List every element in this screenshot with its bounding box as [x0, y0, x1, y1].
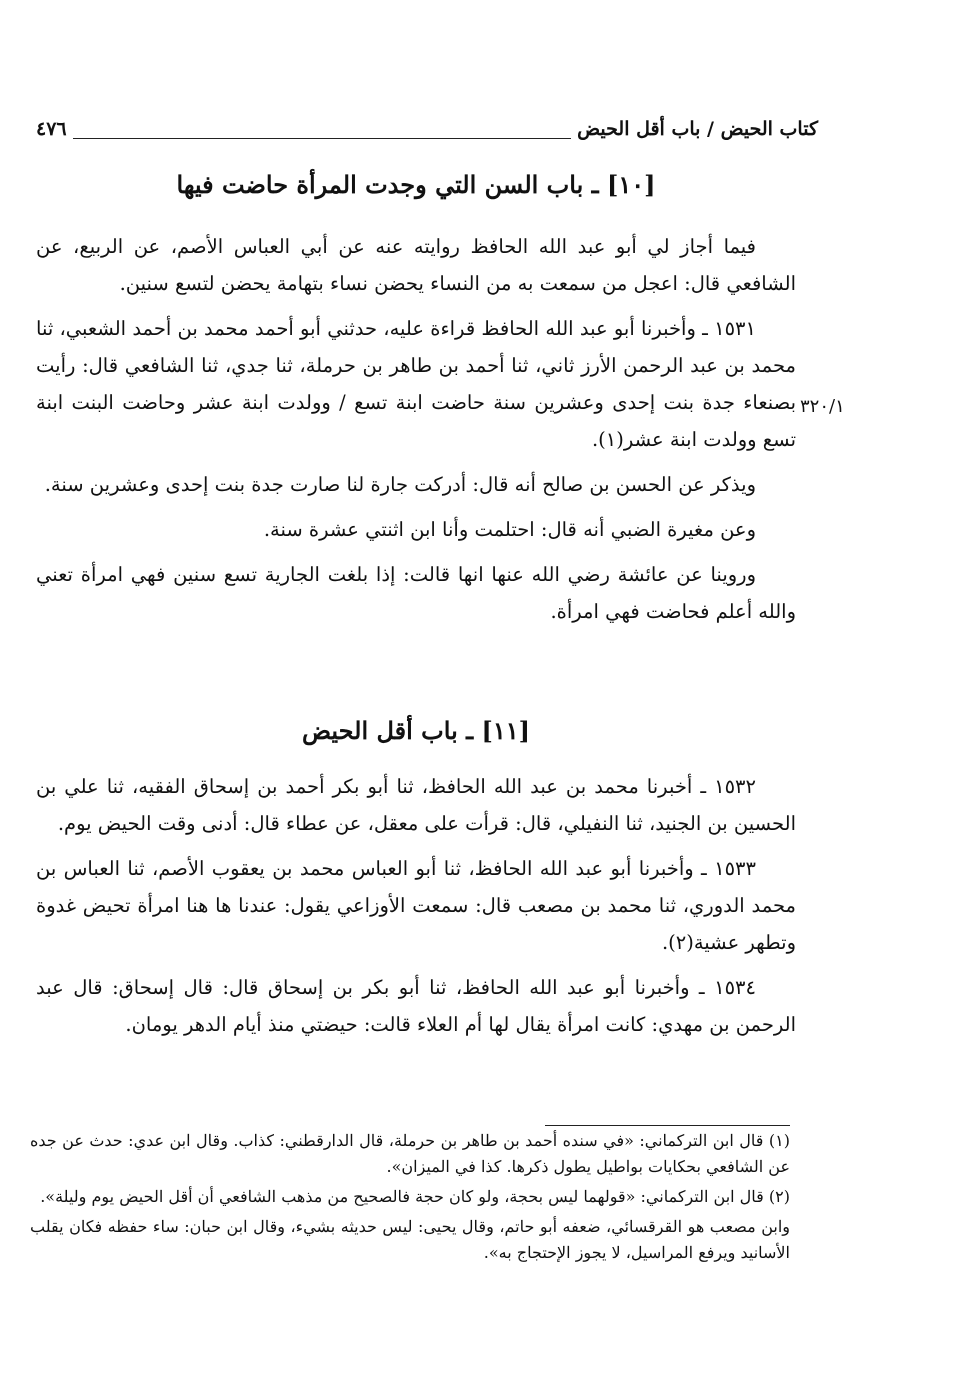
running-header: [36, 118, 818, 146]
section-body: [36, 768, 796, 1051]
section-heading: [١٠] ـ باب السن التي وجدت المرأة حاضت فيها: [176, 170, 656, 199]
footnote: (١) قال ابن التركماني: «في سنده أحمد بن طاهر بن حرملة، قال الدارقطني: كذاب. وقال ابن عدي: حدث عن جده عن الشافعي بحكايات بواطيل يطول ذكرها. كذا في الميزان».: [30, 1131, 791, 1176]
page-number: ٤٧٦: [36, 118, 73, 140]
paragraph: وعن مغيرة الضبي أنه قال: احتلمت وأنا ابن اثنتي عشرة سنة.: [263, 518, 756, 541]
footnote-separator: [545, 1125, 790, 1126]
margin-reference: ٣٢٠/١: [800, 396, 845, 417]
paragraph: ١٥٣٤ ـ وأخبرنا أبو عبد الله الحافظ، ثنا أبو بكر بن إسحاق قال: قال إسحاق: قال عبد الرحمن بن مهدي: كانت امرأة يقال لها أم العلاء قالت: حيضتي منذ أيام الدهر يومان.: [36, 976, 796, 1036]
paragraph: ١٥٣٢ ـ أخبرنا محمد بن عبد الله الحافظ، ثنا أبو بكر أحمد بن إسحاق الفقيه، ثنا علي بن الحسين بن الجنيد، ثنا النفيلي، قال: قرأت على معقل، عن عطاء قال: أدنى وقت الحيض يوم.: [36, 775, 796, 835]
header-title: كتاب الحيض / باب أقل الحيض: [571, 118, 818, 140]
section-heading: [١١] ـ باب أقل الحيض: [302, 716, 530, 745]
section-body: [36, 228, 796, 638]
paragraph: ١٥٣٣ ـ وأخبرنا أبو عبد الله الحافظ، ثنا أبو العباس محمد بن يعقوب الأصم، ثنا العباس بن محمد الدوري، ثنا محمد بن مصعب قال: سمعت الأوزاعي يقول: عندنا ها هنا امرأة تحيض غدوة وتطهر عشية(٢).: [36, 857, 796, 954]
footnotes: [30, 1128, 790, 1270]
footnote: وابن مصعب هو القرقسائي، ضعفه أبو حاتم، وقال يحيى: ليس حديثه بشيء، وقال ابن حبان: ساء حفظه فكان يقلب الأسانيد ويرفع المراسيل، لا يجوز الإحتجاج به».: [30, 1217, 790, 1262]
paragraph: ويذكر عن الحسن بن صالح أنه قال: أدركت جارة لنا صارت جدة بنت إحدى وعشرين سنة.: [44, 473, 756, 496]
paragraph: ١٥٣١ ـ وأخبرنا أبو عبد الله الحافظ قراءة عليه، حدثني أبو أحمد محمد بن أحمد الشعبي، ثنا محمد بن عبد الرحمن الأرز ثاني، ثنا أحمد بن طاهر بن حرملة، ثنا جدي، ثنا الشافعي قال: رأيت بصنعاء جدة بنت إحدى وعشرين سنة حاضت ابنة تسع / وولدت ابنة عشر وحاضت البنت ابنة تسع وولدت ابنة عشر(١).: [36, 317, 796, 451]
footnote: (٢) قال ابن التركماني: «قولهما ليس بحجة، ولو كان حجة فالصحيح من مذهب الشافعي أن أقل الحيض يوم وليلة».: [40, 1187, 790, 1206]
paragraph: فيما أجاز لي أبو عبد الله الحافظ روايته عنه عن أبي العباس الأصم، عن الربيع، عن الشافعي قال: اعجل من سمعت به من النساء يحضن نساء بتهامة يحضن لتسع سنين.: [36, 235, 796, 295]
paragraph: وروينا عن عائشة رضي الله عنها انها قالت: إذا بلغت الجارية تسع سنين فهي امرأة تعني والله أعلم فحاضت فهي امرأة.: [36, 563, 796, 623]
